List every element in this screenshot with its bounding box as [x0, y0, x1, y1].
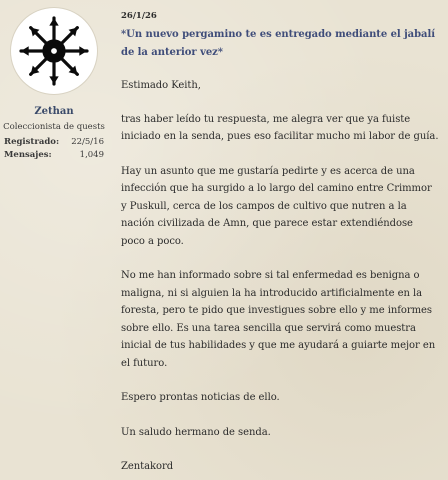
author-rank-title: Coleccionista de quests: [3, 122, 105, 132]
body-paragraph: No me han informado sobre si tal enfermedad es benigna o maligna, ni si alguien la ha introducido artificialmente en la foresta, pero te pido que investigues sobre ello y me informes sobre ello. Es una tarea sencilla que servirá como muestra inicial de tus habilidades y que me ayudará a guiarte mejor en el futuro.: [121, 270, 436, 369]
author-name[interactable]: Zethan: [34, 106, 74, 117]
messages-label: Mensajes:: [4, 150, 52, 160]
body-paragraph: tras haber leído tu respuesta, me alegra ver que ya fuiste iniciado en la senda, pues eso facilitar mucho mi labor de guía.: [121, 113, 439, 142]
signature: Zentakord: [121, 461, 174, 472]
chaos-star-icon: [11, 8, 97, 94]
registered-label: Registrado:: [4, 137, 60, 147]
messages-value: 1,049: [79, 150, 104, 160]
registered-value: 22/5/16: [71, 137, 104, 147]
registered-stat: [4, 137, 104, 147]
avatar[interactable]: [11, 8, 97, 94]
post-content: [121, 10, 439, 476]
body-paragraph: Espero prontas noticias de ello.: [121, 392, 280, 403]
closing-paragraph: Un saludo hermano de senda.: [121, 426, 271, 438]
greeting-paragraph: Estimado Keith,: [121, 80, 201, 91]
post-date: 26/1/26: [121, 11, 157, 21]
roleplay-action-text: *Un nuevo pergamino te es entregado mediante el jabalí de la anterior vez*: [121, 29, 435, 58]
body-paragraph: Hay un asunto que me gustaría pedirte y es acerca de una infección que ha surgido a lo largo del camino entre Crimmor y Puskull, cerca de los campos de cultivo que nutren a la nación civilizada de Amn, que parece estar extendiéndose poco a poco.: [121, 165, 432, 247]
messages-stat: [4, 150, 104, 160]
